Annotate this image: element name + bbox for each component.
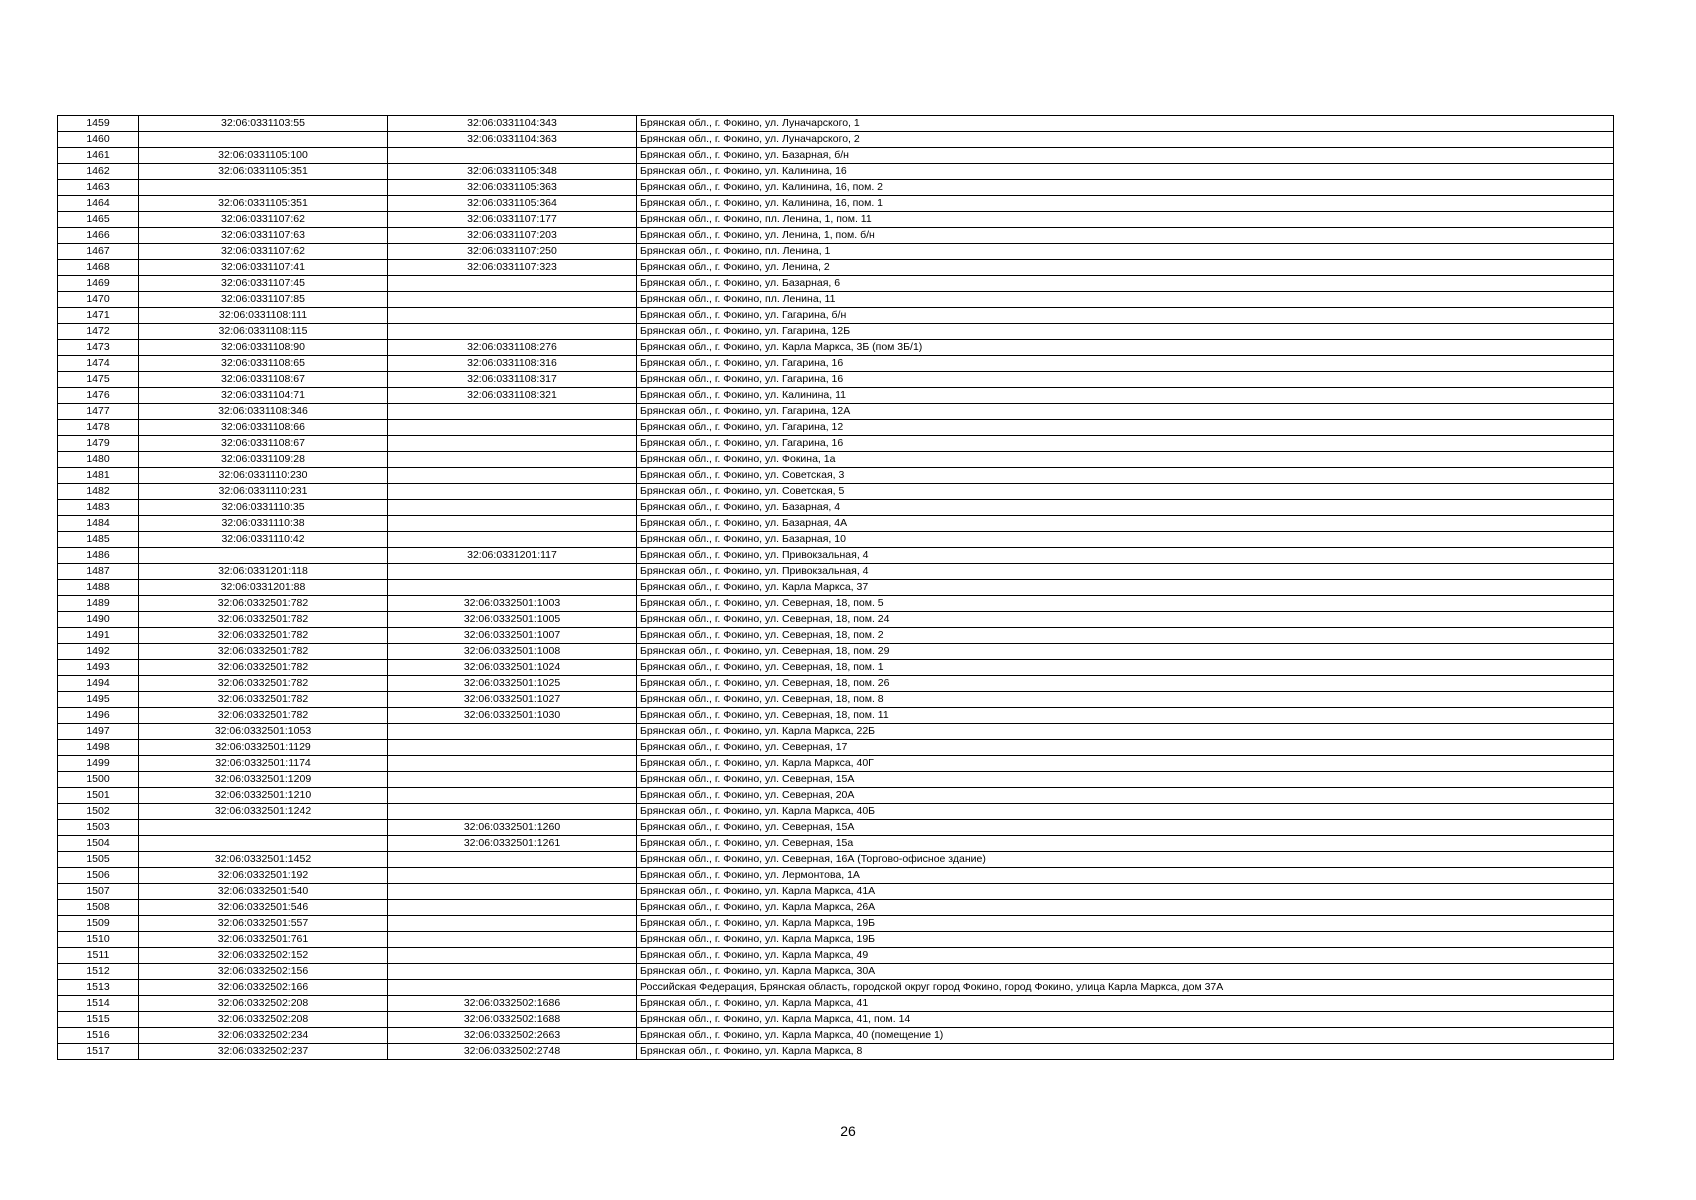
object-cadastral-number-cell	[388, 468, 637, 484]
row-number-cell: 1489	[58, 596, 139, 612]
cadastral-number-cell: 32:06:0331110:35	[139, 500, 388, 516]
address-cell: Брянская обл., г. Фокино, ул. Гагарина, 12А	[637, 404, 1614, 420]
address-cell: Брянская обл., г. Фокино, ул. Карла Маркса, 22Б	[637, 724, 1614, 740]
table-row	[58, 324, 1614, 340]
table-row	[58, 772, 1614, 788]
object-cadastral-number-cell	[388, 852, 637, 868]
address-cell: Брянская обл., г. Фокино, ул. Карла Маркса, 49	[637, 948, 1614, 964]
row-number-cell: 1514	[58, 996, 139, 1012]
address-cell: Брянская обл., г. Фокино, ул. Гагарина, 16	[637, 356, 1614, 372]
cadastral-number-cell: 32:06:0332501:782	[139, 628, 388, 644]
object-cadastral-number-cell: 32:06:0331105:348	[388, 164, 637, 180]
address-cell: Брянская обл., г. Фокино, ул. Карла Маркса, 41	[637, 996, 1614, 1012]
cadastral-number-cell: 32:06:0331105:351	[139, 196, 388, 212]
cadastral-number-cell: 32:06:0331108:115	[139, 324, 388, 340]
row-number-cell: 1465	[58, 212, 139, 228]
object-cadastral-number-cell	[388, 308, 637, 324]
table-row	[58, 452, 1614, 468]
table-row	[58, 132, 1614, 148]
row-number-cell: 1486	[58, 548, 139, 564]
address-cell: Брянская обл., г. Фокино, ул. Калинина, 16, пом. 1	[637, 196, 1614, 212]
cadastral-number-cell: 32:06:0332501:1129	[139, 740, 388, 756]
cadastral-number-cell: 32:06:0332501:1174	[139, 756, 388, 772]
table-row	[58, 628, 1614, 644]
table-row	[58, 116, 1614, 132]
object-cadastral-number-cell: 32:06:0332501:1027	[388, 692, 637, 708]
table-row	[58, 548, 1614, 564]
row-number-cell: 1494	[58, 676, 139, 692]
cadastral-number-cell: 32:06:0331105:351	[139, 164, 388, 180]
object-cadastral-number-cell: 32:06:0331107:250	[388, 244, 637, 260]
cadastral-number-cell: 32:06:0332501:782	[139, 660, 388, 676]
cadastral-number-cell: 32:06:0331110:42	[139, 532, 388, 548]
cadastral-number-cell: 32:06:0331108:65	[139, 356, 388, 372]
address-cell: Брянская обл., г. Фокино, ул. Калинина, 16, пом. 2	[637, 180, 1614, 196]
row-number-cell: 1480	[58, 452, 139, 468]
table-row	[58, 804, 1614, 820]
address-cell: Брянская обл., г. Фокино, ул. Карла Маркса, 40Г	[637, 756, 1614, 772]
object-cadastral-number-cell	[388, 452, 637, 468]
table-row	[58, 484, 1614, 500]
row-number-cell: 1484	[58, 516, 139, 532]
cadastral-number-cell: 32:06:0331201:88	[139, 580, 388, 596]
object-cadastral-number-cell: 32:06:0332502:2748	[388, 1044, 637, 1060]
address-cell: Брянская обл., г. Фокино, ул. Базарная, 10	[637, 532, 1614, 548]
cadastral-number-cell: 32:06:0332501:1452	[139, 852, 388, 868]
cadastral-number-cell: 32:06:0332502:208	[139, 996, 388, 1012]
cadastral-number-cell: 32:06:0332501:540	[139, 884, 388, 900]
address-cell: Брянская обл., г. Фокино, ул. Северная, 18, пом. 26	[637, 676, 1614, 692]
cadastral-number-cell: 32:06:0331109:28	[139, 452, 388, 468]
cadastral-number-cell: 32:06:0332501:782	[139, 692, 388, 708]
object-cadastral-number-cell: 32:06:0331108:317	[388, 372, 637, 388]
cadastral-number-cell: 32:06:0332502:234	[139, 1028, 388, 1044]
table-row	[58, 196, 1614, 212]
address-cell: Брянская обл., г. Фокино, ул. Северная, 18, пом. 5	[637, 596, 1614, 612]
address-cell: Брянская обл., г. Фокино, пл. Ленина, 11	[637, 292, 1614, 308]
cadastral-number-cell: 32:06:0331201:118	[139, 564, 388, 580]
row-number-cell: 1483	[58, 500, 139, 516]
row-number-cell: 1517	[58, 1044, 139, 1060]
object-cadastral-number-cell	[388, 948, 637, 964]
object-cadastral-number-cell	[388, 964, 637, 980]
object-cadastral-number-cell: 32:06:0332501:1003	[388, 596, 637, 612]
address-cell: Брянская обл., г. Фокино, ул. Северная, 18, пом. 11	[637, 708, 1614, 724]
table-row	[58, 1028, 1614, 1044]
address-cell: Брянская обл., г. Фокино, ул. Северная, 15а	[637, 836, 1614, 852]
table-row	[58, 260, 1614, 276]
table-row	[58, 148, 1614, 164]
cadastral-number-cell: 32:06:0332501:782	[139, 612, 388, 628]
row-number-cell: 1510	[58, 932, 139, 948]
object-cadastral-number-cell	[388, 500, 637, 516]
object-cadastral-number-cell	[388, 436, 637, 452]
table-row	[58, 868, 1614, 884]
row-number-cell: 1508	[58, 900, 139, 916]
row-number-cell: 1501	[58, 788, 139, 804]
cadastral-number-cell: 32:06:0331108:66	[139, 420, 388, 436]
row-number-cell: 1471	[58, 308, 139, 324]
row-number-cell: 1496	[58, 708, 139, 724]
object-cadastral-number-cell	[388, 868, 637, 884]
row-number-cell: 1482	[58, 484, 139, 500]
row-number-cell: 1464	[58, 196, 139, 212]
address-cell: Брянская обл., г. Фокино, ул. Ленина, 2	[637, 260, 1614, 276]
table-row	[58, 900, 1614, 916]
address-cell: Брянская обл., г. Фокино, ул. Гагарина, 12	[637, 420, 1614, 436]
cadastral-number-cell	[139, 820, 388, 836]
object-cadastral-number-cell: 32:06:0331107:177	[388, 212, 637, 228]
row-number-cell: 1507	[58, 884, 139, 900]
table-row	[58, 180, 1614, 196]
table-row	[58, 1044, 1614, 1060]
object-cadastral-number-cell: 32:06:0332501:1007	[388, 628, 637, 644]
cadastral-number-cell	[139, 180, 388, 196]
address-cell: Брянская обл., г. Фокино, ул. Базарная, б/н	[637, 148, 1614, 164]
cadastral-number-cell: 32:06:0332501:557	[139, 916, 388, 932]
address-cell: Брянская обл., г. Фокино, ул. Северная, 18, пом. 1	[637, 660, 1614, 676]
registry-table-body	[58, 116, 1614, 1060]
table-row	[58, 164, 1614, 180]
cadastral-number-cell: 32:06:0331108:90	[139, 340, 388, 356]
cadastral-number-cell: 32:06:0331110:38	[139, 516, 388, 532]
row-number-cell: 1515	[58, 1012, 139, 1028]
table-row	[58, 500, 1614, 516]
table-row	[58, 740, 1614, 756]
object-cadastral-number-cell	[388, 148, 637, 164]
address-cell: Брянская обл., г. Фокино, ул. Северная, 18, пом. 8	[637, 692, 1614, 708]
address-cell: Брянская обл., г. Фокино, ул. Карла Маркса, 40 (помещение 1)	[637, 1028, 1614, 1044]
row-number-cell: 1493	[58, 660, 139, 676]
object-cadastral-number-cell: 32:06:0332501:1261	[388, 836, 637, 852]
address-cell: Брянская обл., г. Фокино, ул. Базарная, 6	[637, 276, 1614, 292]
object-cadastral-number-cell: 32:06:0331104:363	[388, 132, 637, 148]
object-cadastral-number-cell	[388, 900, 637, 916]
table-row	[58, 580, 1614, 596]
page-number: 26	[840, 1123, 856, 1139]
row-number-cell: 1462	[58, 164, 139, 180]
row-number-cell: 1490	[58, 612, 139, 628]
address-cell: Брянская обл., г. Фокино, ул. Северная, 15А	[637, 820, 1614, 836]
table-row	[58, 788, 1614, 804]
object-cadastral-number-cell: 32:06:0332502:2663	[388, 1028, 637, 1044]
address-cell: Брянская обл., г. Фокино, ул. Северная, 20А	[637, 788, 1614, 804]
row-number-cell: 1478	[58, 420, 139, 436]
address-cell: Брянская обл., г. Фокино, пл. Ленина, 1, пом. 11	[637, 212, 1614, 228]
row-number-cell: 1506	[58, 868, 139, 884]
object-cadastral-number-cell	[388, 420, 637, 436]
table-row	[58, 276, 1614, 292]
row-number-cell: 1498	[58, 740, 139, 756]
cadastral-number-cell: 32:06:0331103:55	[139, 116, 388, 132]
address-cell: Брянская обл., г. Фокино, ул. Карла Маркса, 40Б	[637, 804, 1614, 820]
object-cadastral-number-cell: 32:06:0331105:363	[388, 180, 637, 196]
address-cell: Брянская обл., г. Фокино, ул. Северная, 16А (Торгово-офисное здание)	[637, 852, 1614, 868]
row-number-cell: 1460	[58, 132, 139, 148]
cadastral-number-cell: 32:06:0332502:237	[139, 1044, 388, 1060]
row-number-cell: 1474	[58, 356, 139, 372]
table-row	[58, 660, 1614, 676]
row-number-cell: 1470	[58, 292, 139, 308]
row-number-cell: 1497	[58, 724, 139, 740]
table-row	[58, 612, 1614, 628]
object-cadastral-number-cell	[388, 404, 637, 420]
address-cell: Брянская обл., г. Фокино, ул. Луначарского, 2	[637, 132, 1614, 148]
cadastral-number-cell: 32:06:0332502:208	[139, 1012, 388, 1028]
address-cell: Брянская обл., г. Фокино, ул. Карла Маркса, 19Б	[637, 916, 1614, 932]
row-number-cell: 1512	[58, 964, 139, 980]
cadastral-number-cell: 32:06:0332501:1242	[139, 804, 388, 820]
address-cell: Брянская обл., г. Фокино, ул. Привокзальная, 4	[637, 564, 1614, 580]
table-row	[58, 692, 1614, 708]
table-row	[58, 340, 1614, 356]
address-cell: Брянская обл., г. Фокино, ул. Карла Маркса, 41А	[637, 884, 1614, 900]
cadastral-number-cell: 32:06:0331107:63	[139, 228, 388, 244]
row-number-cell: 1466	[58, 228, 139, 244]
object-cadastral-number-cell: 32:06:0332501:1024	[388, 660, 637, 676]
object-cadastral-number-cell: 32:06:0332501:1005	[388, 612, 637, 628]
object-cadastral-number-cell: 32:06:0331107:323	[388, 260, 637, 276]
cadastral-number-cell: 32:06:0331107:45	[139, 276, 388, 292]
row-number-cell: 1485	[58, 532, 139, 548]
object-cadastral-number-cell	[388, 772, 637, 788]
cadastral-number-cell: 32:06:0331107:85	[139, 292, 388, 308]
table-row	[58, 836, 1614, 852]
table-row	[58, 244, 1614, 260]
table-row	[58, 292, 1614, 308]
table-row	[58, 964, 1614, 980]
row-number-cell: 1481	[58, 468, 139, 484]
row-number-cell: 1504	[58, 836, 139, 852]
object-cadastral-number-cell: 32:06:0332501:1025	[388, 676, 637, 692]
object-cadastral-number-cell: 32:06:0332501:1030	[388, 708, 637, 724]
address-cell: Брянская обл., г. Фокино, ул. Советская, 3	[637, 468, 1614, 484]
table-row	[58, 356, 1614, 372]
row-number-cell: 1499	[58, 756, 139, 772]
object-cadastral-number-cell	[388, 788, 637, 804]
table-row	[58, 724, 1614, 740]
table-row	[58, 756, 1614, 772]
object-cadastral-number-cell: 32:06:0331108:316	[388, 356, 637, 372]
address-cell: Брянская обл., г. Фокино, ул. Гагарина, 12Б	[637, 324, 1614, 340]
row-number-cell: 1463	[58, 180, 139, 196]
row-number-cell: 1487	[58, 564, 139, 580]
cadastral-number-cell: 32:06:0332501:761	[139, 932, 388, 948]
object-cadastral-number-cell: 32:06:0332502:1686	[388, 996, 637, 1012]
table-row	[58, 436, 1614, 452]
table-row	[58, 996, 1614, 1012]
table-row	[58, 404, 1614, 420]
cadastral-number-cell: 32:06:0332501:782	[139, 708, 388, 724]
address-cell: Брянская обл., г. Фокино, ул. Карла Маркса, 41, пом. 14	[637, 1012, 1614, 1028]
cadastral-number-cell: 32:06:0331108:346	[139, 404, 388, 420]
object-cadastral-number-cell: 32:06:0331108:276	[388, 340, 637, 356]
address-cell: Брянская обл., г. Фокино, ул. Гагарина, 16	[637, 372, 1614, 388]
row-number-cell: 1468	[58, 260, 139, 276]
row-number-cell: 1495	[58, 692, 139, 708]
object-cadastral-number-cell	[388, 564, 637, 580]
cadastral-number-cell: 32:06:0331108:111	[139, 308, 388, 324]
object-cadastral-number-cell	[388, 516, 637, 532]
row-number-cell: 1516	[58, 1028, 139, 1044]
object-cadastral-number-cell: 32:06:0331107:203	[388, 228, 637, 244]
object-cadastral-number-cell	[388, 756, 637, 772]
row-number-cell: 1491	[58, 628, 139, 644]
row-number-cell: 1509	[58, 916, 139, 932]
row-number-cell: 1505	[58, 852, 139, 868]
table-row	[58, 916, 1614, 932]
row-number-cell: 1492	[58, 644, 139, 660]
table-row	[58, 308, 1614, 324]
row-number-cell: 1500	[58, 772, 139, 788]
cadastral-number-cell: 32:06:0332502:152	[139, 948, 388, 964]
object-cadastral-number-cell	[388, 740, 637, 756]
table-row	[58, 516, 1614, 532]
address-cell: Брянская обл., г. Фокино, ул. Лермонтова, 1А	[637, 868, 1614, 884]
row-number-cell: 1475	[58, 372, 139, 388]
cadastral-number-cell: 32:06:0332501:782	[139, 644, 388, 660]
object-cadastral-number-cell: 32:06:0331201:117	[388, 548, 637, 564]
row-number-cell: 1511	[58, 948, 139, 964]
table-row	[58, 468, 1614, 484]
address-cell: Брянская обл., г. Фокино, пл. Ленина, 1	[637, 244, 1614, 260]
address-cell: Брянская обл., г. Фокино, ул. Фокина, 1а	[637, 452, 1614, 468]
table-row	[58, 932, 1614, 948]
cadastral-number-cell: 32:06:0332501:1209	[139, 772, 388, 788]
row-number-cell: 1476	[58, 388, 139, 404]
table-row	[58, 420, 1614, 436]
cadastral-number-cell: 32:06:0331108:67	[139, 436, 388, 452]
row-number-cell: 1461	[58, 148, 139, 164]
row-number-cell: 1513	[58, 980, 139, 996]
object-cadastral-number-cell	[388, 804, 637, 820]
table-row	[58, 372, 1614, 388]
row-number-cell: 1472	[58, 324, 139, 340]
object-cadastral-number-cell	[388, 532, 637, 548]
table-row	[58, 228, 1614, 244]
cadastral-number-cell: 32:06:0332501:782	[139, 676, 388, 692]
cadastral-number-cell: 32:06:0332501:782	[139, 596, 388, 612]
address-cell: Брянская обл., г. Фокино, ул. Карла Маркса, 8	[637, 1044, 1614, 1060]
address-cell: Брянская обл., г. Фокино, ул. Привокзальная, 4	[637, 548, 1614, 564]
address-cell: Брянская обл., г. Фокино, ул. Карла Маркса, 37	[637, 580, 1614, 596]
cadastral-number-cell: 32:06:0331107:62	[139, 244, 388, 260]
table-row	[58, 564, 1614, 580]
cadastral-number-cell: 32:06:0331110:230	[139, 468, 388, 484]
property-registry-table	[57, 115, 1614, 1060]
address-cell: Брянская обл., г. Фокино, ул. Карла Маркса, 30А	[637, 964, 1614, 980]
object-cadastral-number-cell: 32:06:0332501:1260	[388, 820, 637, 836]
object-cadastral-number-cell: 32:06:0331108:321	[388, 388, 637, 404]
address-cell: Брянская обл., г. Фокино, ул. Калинина, 16	[637, 164, 1614, 180]
address-cell: Брянская обл., г. Фокино, ул. Северная, 17	[637, 740, 1614, 756]
cadastral-number-cell: 32:06:0331105:100	[139, 148, 388, 164]
table-row	[58, 212, 1614, 228]
object-cadastral-number-cell: 32:06:0331104:343	[388, 116, 637, 132]
object-cadastral-number-cell	[388, 292, 637, 308]
address-cell: Брянская обл., г. Фокино, ул. Северная, 18, пом. 2	[637, 628, 1614, 644]
cadastral-number-cell: 32:06:0331108:67	[139, 372, 388, 388]
address-cell: Брянская обл., г. Фокино, ул. Луначарского, 1	[637, 116, 1614, 132]
cadastral-number-cell	[139, 548, 388, 564]
object-cadastral-number-cell	[388, 724, 637, 740]
cadastral-number-cell: 32:06:0332501:192	[139, 868, 388, 884]
cadastral-number-cell	[139, 132, 388, 148]
cadastral-number-cell: 32:06:0332501:546	[139, 900, 388, 916]
cadastral-number-cell: 32:06:0331107:62	[139, 212, 388, 228]
table-row	[58, 388, 1614, 404]
address-cell: Российская Федерация, Брянская область, городской округ город Фокино, город Фокино, улица Карла Маркса, дом 37А	[637, 980, 1614, 996]
object-cadastral-number-cell: 32:06:0331105:364	[388, 196, 637, 212]
cadastral-number-cell: 32:06:0332502:156	[139, 964, 388, 980]
address-cell: Брянская обл., г. Фокино, ул. Карла Маркса, 19Б	[637, 932, 1614, 948]
cadastral-number-cell: 32:06:0331110:231	[139, 484, 388, 500]
address-cell: Брянская обл., г. Фокино, ул. Северная, 18, пом. 24	[637, 612, 1614, 628]
address-cell: Брянская обл., г. Фокино, ул. Советская, 5	[637, 484, 1614, 500]
address-cell: Брянская обл., г. Фокино, ул. Базарная, 4А	[637, 516, 1614, 532]
object-cadastral-number-cell	[388, 484, 637, 500]
object-cadastral-number-cell: 32:06:0332501:1008	[388, 644, 637, 660]
object-cadastral-number-cell	[388, 580, 637, 596]
address-cell: Брянская обл., г. Фокино, ул. Северная, 18, пом. 29	[637, 644, 1614, 660]
table-row	[58, 532, 1614, 548]
row-number-cell: 1488	[58, 580, 139, 596]
table-row	[58, 852, 1614, 868]
table-row	[58, 820, 1614, 836]
table-row	[58, 980, 1614, 996]
row-number-cell: 1459	[58, 116, 139, 132]
object-cadastral-number-cell	[388, 884, 637, 900]
row-number-cell: 1473	[58, 340, 139, 356]
row-number-cell: 1503	[58, 820, 139, 836]
cadastral-number-cell: 32:06:0332502:166	[139, 980, 388, 996]
row-number-cell: 1467	[58, 244, 139, 260]
row-number-cell: 1479	[58, 436, 139, 452]
address-cell: Брянская обл., г. Фокино, ул. Гагарина, б/н	[637, 308, 1614, 324]
object-cadastral-number-cell	[388, 276, 637, 292]
table-row	[58, 676, 1614, 692]
address-cell: Брянская обл., г. Фокино, ул. Калинина, 11	[637, 388, 1614, 404]
object-cadastral-number-cell	[388, 324, 637, 340]
cadastral-number-cell: 32:06:0331107:41	[139, 260, 388, 276]
row-number-cell: 1502	[58, 804, 139, 820]
table-row	[58, 644, 1614, 660]
table-row	[58, 708, 1614, 724]
object-cadastral-number-cell	[388, 932, 637, 948]
address-cell: Брянская обл., г. Фокино, ул. Карла Маркса, 26А	[637, 900, 1614, 916]
address-cell: Брянская обл., г. Фокино, ул. Ленина, 1, пом. б/н	[637, 228, 1614, 244]
object-cadastral-number-cell: 32:06:0332502:1688	[388, 1012, 637, 1028]
object-cadastral-number-cell	[388, 916, 637, 932]
cadastral-number-cell	[139, 836, 388, 852]
table-row	[58, 596, 1614, 612]
address-cell: Брянская обл., г. Фокино, ул. Карла Маркса, 3Б (пом 3Б/1)	[637, 340, 1614, 356]
table-row	[58, 884, 1614, 900]
table-row	[58, 948, 1614, 964]
cadastral-number-cell: 32:06:0332501:1210	[139, 788, 388, 804]
cadastral-number-cell: 32:06:0331104:71	[139, 388, 388, 404]
table-row	[58, 1012, 1614, 1028]
address-cell: Брянская обл., г. Фокино, ул. Северная, 15А	[637, 772, 1614, 788]
row-number-cell: 1477	[58, 404, 139, 420]
address-cell: Брянская обл., г. Фокино, ул. Гагарина, 16	[637, 436, 1614, 452]
object-cadastral-number-cell	[388, 980, 637, 996]
row-number-cell: 1469	[58, 276, 139, 292]
address-cell: Брянская обл., г. Фокино, ул. Базарная, 4	[637, 500, 1614, 516]
cadastral-number-cell: 32:06:0332501:1053	[139, 724, 388, 740]
